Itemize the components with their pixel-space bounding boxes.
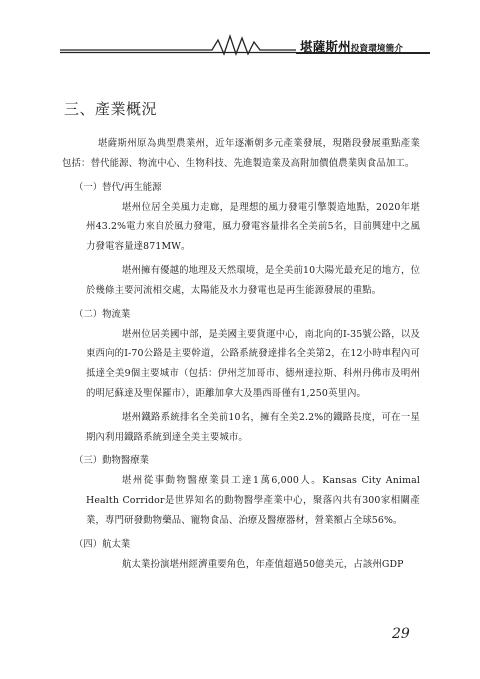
subsection-heading-aerospace: （四）航太業	[74, 538, 131, 550]
header-title-sub: 投資環境簡介	[350, 44, 404, 54]
animal-health-paragraph: 堪州從事動物醫療業員工達1萬6,000人。Kansas City Animal Health Corridor是世界知名的動物醫學產業中心，聚落內共有300家相關產業，專門研發動物藥品、寵物食品、治療及醫療器材，營業額占全球56%。	[86, 475, 420, 526]
header-title-main: 堪薩斯州	[300, 39, 351, 54]
subsection-heading-energy: （一）替代/再生能源	[74, 181, 162, 193]
energy-paragraph-1: 堪州位居全美風力走廊，是理想的風力發電引擎製造地點，2020年堪州43.2%電力來自於風力發電，風力發電容量排名全美前5名，目前興建中之風力發電容量達871MW。	[86, 201, 420, 253]
logistics-paragraph-2: 堪州鐵路系統排名全美前10名，擁有全美2.2%的鐵路長度，可在一星期內利用鐵路系統到達全美主要城市。	[86, 411, 420, 443]
subsection-heading-animal-health: （三）動物醫療業	[74, 455, 150, 467]
subsection-heading-logistics: （二）物流業	[74, 308, 131, 320]
section-title: 三、產業概況	[64, 100, 158, 118]
logistics-paragraph-1: 堪州位居美國中部，是美國主要貨運中心，南北向的I-35號公路，以及東西向的I-70公路是主要幹道，公路系統發達排名全美第2，在12小時車程內可抵達全美9個主要城市（包括：伊州芝加哥市、德州達拉斯、科州丹佛市及明州的明尼蘇達及聖保羅市），距離加拿大及墨西哥僅有1,250英里內。	[86, 328, 420, 399]
intro-paragraph: 堪薩斯州原為典型農業州，近年逐漸朝多元產業發展，現階段發展重點產業包括：替代能源、物流中心、生物科技、先進製造業及高附加價值農業與食品加工。	[62, 138, 420, 169]
energy-paragraph-2: 堪州擁有優越的地理及天然環境，是全美前10大陽光最充足的地方，位於幾條主要河流相交處，太陽能及水力發電也是再生能源發展的重點。	[86, 264, 420, 296]
aerospace-paragraph: 航太業扮演堪州經濟重要角色，年產值超過50億美元，占該州GDP	[122, 558, 404, 570]
page-number: 29	[392, 626, 410, 642]
header-title	[300, 37, 403, 55]
page-header	[60, 32, 430, 56]
page-content	[62, 98, 420, 575]
